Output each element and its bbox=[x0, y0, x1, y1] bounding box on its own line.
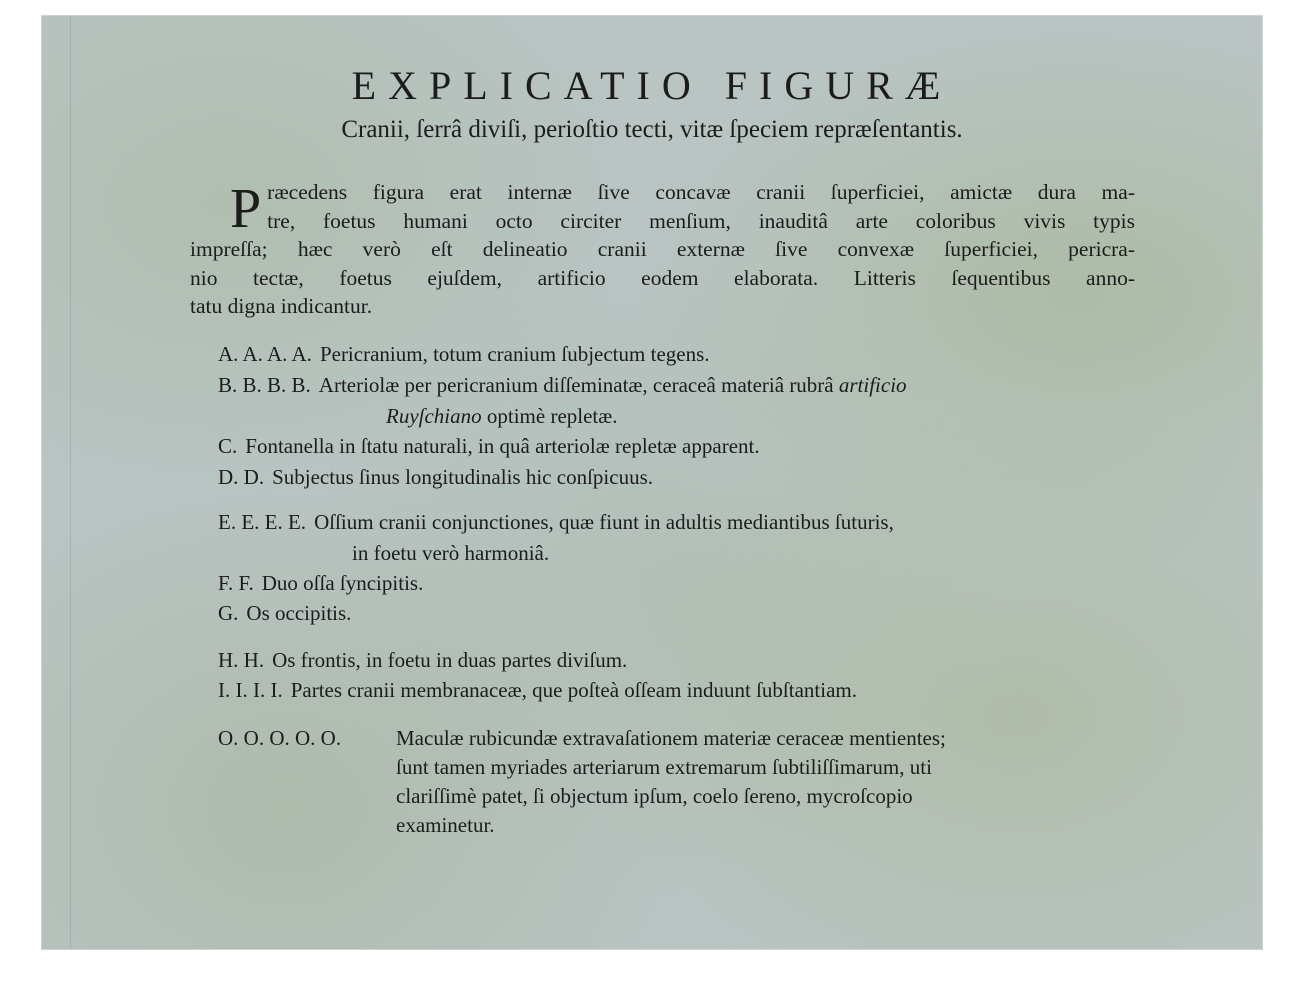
intro-line: ræcedens figura erat internæ ſive concavæ cranii ſuperficiei, amictæ dura ma- bbox=[267, 180, 1135, 204]
legend-continuation bbox=[386, 404, 618, 429]
legend-key: D. D. bbox=[218, 465, 265, 489]
legend-entry-f bbox=[218, 571, 423, 596]
legend-text: Fontanella in ſtatu naturali, in quâ arteriolæ repletæ apparent. bbox=[245, 434, 760, 458]
legend-entry-e bbox=[218, 510, 894, 565]
legend-key: F. F. bbox=[218, 571, 254, 595]
legend-entry-h bbox=[218, 648, 627, 673]
legend-key: E. E. E. E. bbox=[218, 510, 307, 534]
legend-continuation: in foetu verò harmoniâ. bbox=[352, 541, 550, 565]
legend-text: Duo oſſa ſyncipitis. bbox=[261, 571, 424, 595]
legend-text: Partes cranii membranaceæ, que poſteà oſſeam induunt ſubſtantiam. bbox=[290, 678, 857, 702]
document-subtitle: Cranii, ſerrâ diviſi, perioſtio tecti, vitæ ſpeciem repræſentantis. bbox=[341, 116, 963, 143]
legend-key: I. I. I. I. bbox=[218, 678, 283, 702]
legend-key: H. H. bbox=[218, 648, 265, 672]
drop-cap: P bbox=[230, 178, 262, 240]
legend-key: G. bbox=[218, 601, 239, 625]
document-title: EXPLICATIO FIGURÆ bbox=[351, 63, 953, 108]
legend-text: Os occipitis. bbox=[246, 601, 352, 625]
intro-line: tatu digna indicantur. bbox=[190, 294, 373, 318]
legend-entry-c bbox=[218, 434, 760, 459]
legend-text: examinetur. bbox=[396, 813, 495, 837]
intro-line: tre, foetus humani octo circiter menſium, inauditâ arte coloribus vivis typis bbox=[267, 208, 1135, 233]
printed-sheet bbox=[42, 16, 1262, 949]
legend-text: Oſſium cranii conjunctiones, quæ fiunt in adultis mediantibus ſuturis, bbox=[314, 510, 894, 534]
legend-key: B. B. B. B. bbox=[218, 373, 311, 397]
legend-entry-b bbox=[218, 373, 907, 428]
legend-text: Os frontis, in foetu in duas partes diviſum. bbox=[272, 648, 628, 672]
legend-key: C. bbox=[218, 434, 238, 458]
legend-entry-g bbox=[218, 601, 351, 626]
legend-entry-o bbox=[218, 726, 946, 837]
legend-text-italic: artificio bbox=[838, 373, 907, 397]
legend-entry-d bbox=[218, 465, 653, 490]
legend-text: Pericranium, totum cranium ſubjectum tegens. bbox=[319, 342, 710, 366]
intro-line: nio tectæ, foetus ejuſdem, artificio eodem elaborata. Litteris ſequentibus anno- bbox=[190, 265, 1135, 290]
legend-text-italic: Ruyſchiano bbox=[386, 404, 482, 428]
legend-key: A. A. A. A. bbox=[218, 342, 312, 366]
intro-paragraph bbox=[190, 178, 1135, 321]
intro-line: impreſſa; hæc verò eſt delineatio cranii externæ ſive convexæ ſuperficiei, pericra- bbox=[190, 237, 1135, 261]
legend-entry-a bbox=[218, 342, 710, 367]
legend-text: ſunt tamen myriades arteriarum extremarum ſubtiliſſimarum, uti bbox=[396, 755, 932, 779]
legend-text: clariſſimè patet, ſi objectum ipſum, coelo ſereno, mycroſcopio bbox=[396, 784, 913, 808]
legend-text: optimè repletæ. bbox=[486, 404, 618, 428]
legend-text: Maculæ rubicundæ extravaſationem materiæ ceraceæ mentientes; bbox=[396, 726, 946, 750]
legend-key: O. O. O. O. O. bbox=[218, 726, 342, 750]
legend-entry-i bbox=[218, 678, 857, 703]
legend-text: Arteriolæ per pericranium diſſeminatæ, ceraceâ materiâ rubrâ bbox=[318, 373, 834, 397]
legend-text: Subjectus ſinus longitudinalis hic conſpicuus. bbox=[272, 465, 653, 489]
